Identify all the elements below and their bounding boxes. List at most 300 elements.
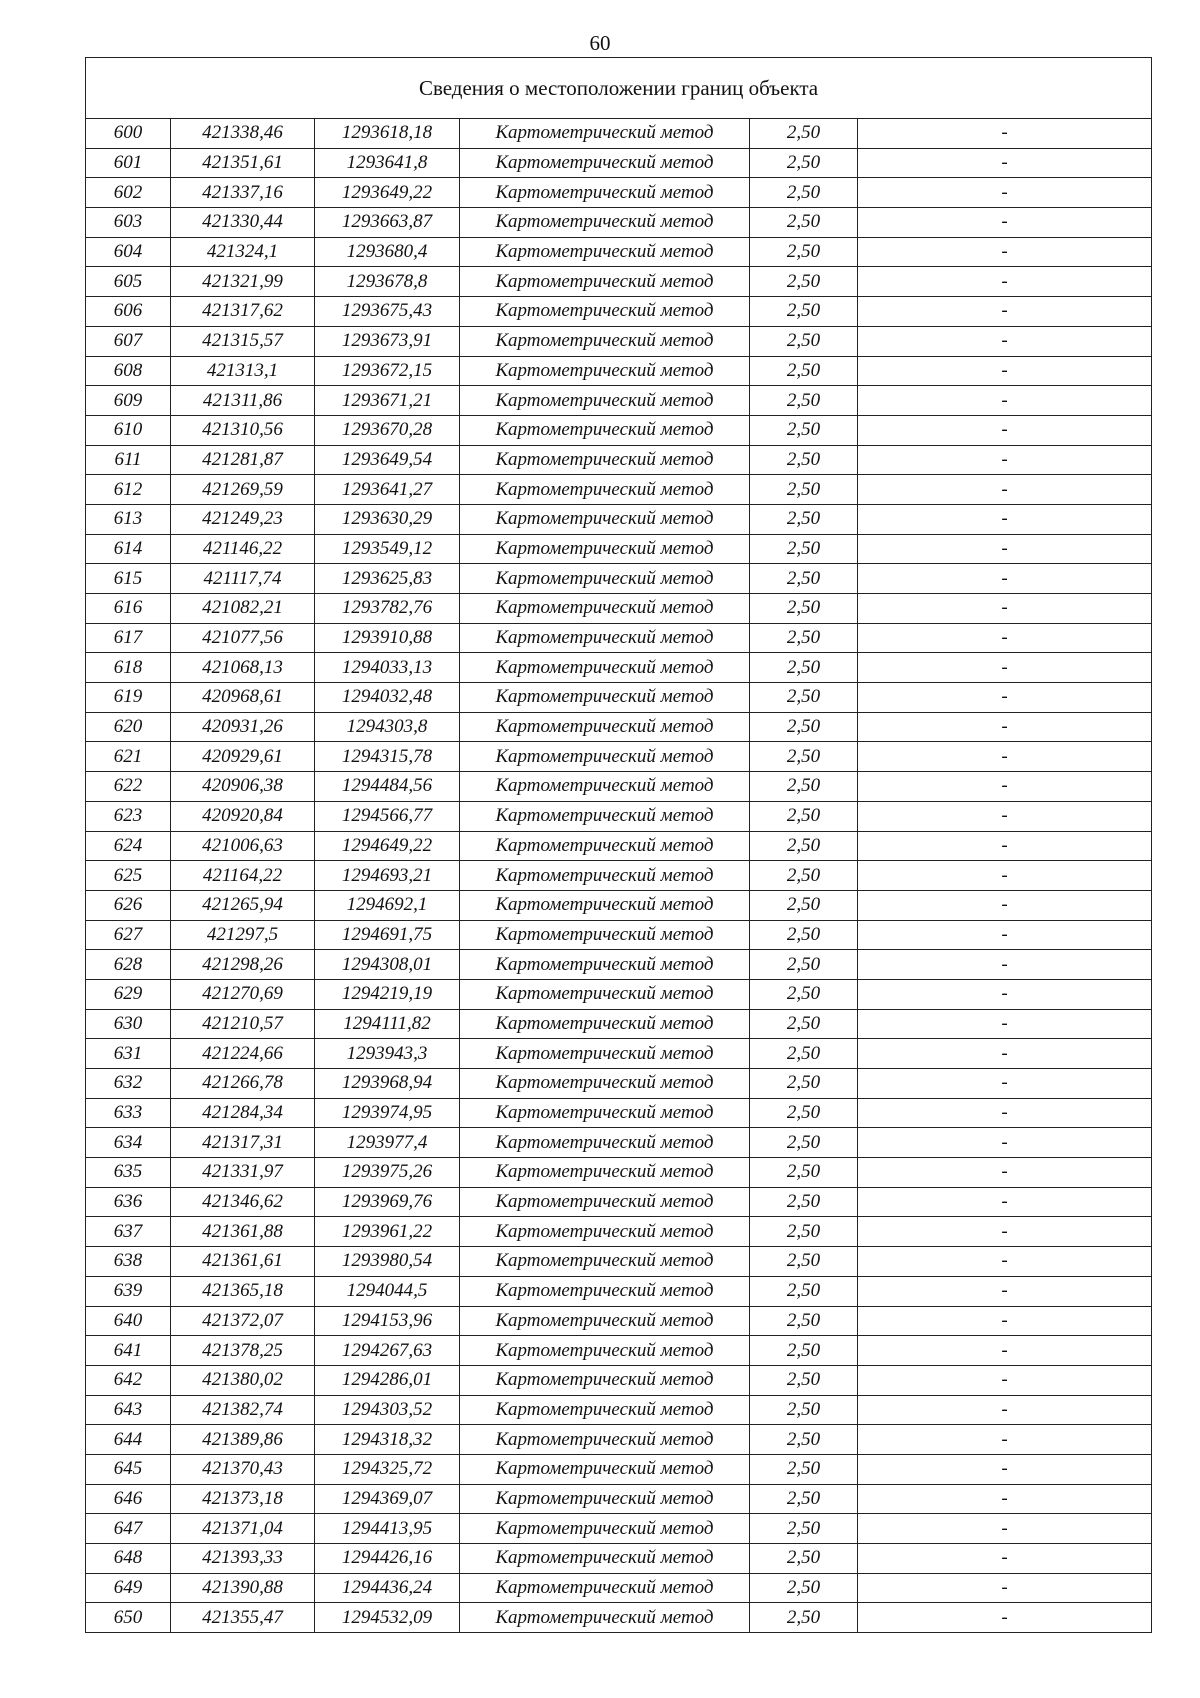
point-number-cell: 601 bbox=[86, 148, 171, 178]
table-row bbox=[86, 504, 1152, 534]
note-cell: - bbox=[858, 119, 1152, 149]
table-row bbox=[86, 1039, 1152, 1069]
point-number-cell: 645 bbox=[86, 1454, 171, 1484]
coordinate-y-cell: 1293663,87 bbox=[315, 208, 460, 238]
coordinate-x-cell: 421330,44 bbox=[171, 208, 315, 238]
table-row bbox=[86, 178, 1152, 208]
accuracy-cell: 2,50 bbox=[750, 326, 858, 356]
method-cell: Картометрический метод bbox=[460, 801, 750, 831]
table-row bbox=[86, 237, 1152, 267]
point-number-cell: 609 bbox=[86, 386, 171, 416]
coordinate-x-cell: 421284,34 bbox=[171, 1098, 315, 1128]
coordinate-x-cell: 421298,26 bbox=[171, 950, 315, 980]
accuracy-cell: 2,50 bbox=[750, 1217, 858, 1247]
point-number-cell: 641 bbox=[86, 1336, 171, 1366]
coordinate-y-cell: 1294693,21 bbox=[315, 861, 460, 891]
note-cell: - bbox=[858, 564, 1152, 594]
method-cell: Картометрический метод bbox=[460, 1247, 750, 1277]
coordinate-y-cell: 1294318,32 bbox=[315, 1425, 460, 1455]
accuracy-cell: 2,50 bbox=[750, 712, 858, 742]
point-number-cell: 604 bbox=[86, 237, 171, 267]
coordinate-y-cell: 1294325,72 bbox=[315, 1454, 460, 1484]
accuracy-cell: 2,50 bbox=[750, 1514, 858, 1544]
coordinate-y-cell: 1294566,77 bbox=[315, 801, 460, 831]
accuracy-cell: 2,50 bbox=[750, 1276, 858, 1306]
note-cell: - bbox=[858, 297, 1152, 327]
coordinate-y-cell: 1293618,18 bbox=[315, 119, 460, 149]
point-number-cell: 635 bbox=[86, 1158, 171, 1188]
point-number-cell: 639 bbox=[86, 1276, 171, 1306]
accuracy-cell: 2,50 bbox=[750, 1336, 858, 1366]
method-cell: Картометрический метод bbox=[460, 920, 750, 950]
note-cell: - bbox=[858, 712, 1152, 742]
method-cell: Картометрический метод bbox=[460, 712, 750, 742]
accuracy-cell: 2,50 bbox=[750, 1306, 858, 1336]
point-number-cell: 603 bbox=[86, 208, 171, 238]
note-cell: - bbox=[858, 920, 1152, 950]
coordinate-y-cell: 1293672,15 bbox=[315, 356, 460, 386]
table-row bbox=[86, 1217, 1152, 1247]
table-row bbox=[86, 831, 1152, 861]
note-cell: - bbox=[858, 831, 1152, 861]
point-number-cell: 623 bbox=[86, 801, 171, 831]
coordinate-y-cell: 1294532,09 bbox=[315, 1603, 460, 1633]
coordinate-x-cell: 421281,87 bbox=[171, 445, 315, 475]
method-cell: Картометрический метод bbox=[460, 356, 750, 386]
accuracy-cell: 2,50 bbox=[750, 267, 858, 297]
coordinate-x-cell: 421077,56 bbox=[171, 623, 315, 653]
coordinate-x-cell: 421311,86 bbox=[171, 386, 315, 416]
method-cell: Картометрический метод bbox=[460, 297, 750, 327]
table-row bbox=[86, 267, 1152, 297]
coordinate-x-cell: 421310,56 bbox=[171, 415, 315, 445]
note-cell: - bbox=[858, 1187, 1152, 1217]
coordinate-x-cell: 421164,22 bbox=[171, 861, 315, 891]
note-cell: - bbox=[858, 1395, 1152, 1425]
note-cell: - bbox=[858, 1098, 1152, 1128]
accuracy-cell: 2,50 bbox=[750, 1158, 858, 1188]
point-number-cell: 649 bbox=[86, 1573, 171, 1603]
coordinate-y-cell: 1294153,96 bbox=[315, 1306, 460, 1336]
point-number-cell: 622 bbox=[86, 772, 171, 802]
note-cell: - bbox=[858, 890, 1152, 920]
method-cell: Картометрический метод bbox=[460, 504, 750, 534]
note-cell: - bbox=[858, 1069, 1152, 1099]
point-number-cell: 630 bbox=[86, 1009, 171, 1039]
table-row bbox=[86, 148, 1152, 178]
coordinate-y-cell: 1293974,95 bbox=[315, 1098, 460, 1128]
table-row bbox=[86, 801, 1152, 831]
table-row bbox=[86, 1306, 1152, 1336]
coordinate-x-cell: 421337,16 bbox=[171, 178, 315, 208]
method-cell: Картометрический метод bbox=[460, 1603, 750, 1633]
method-cell: Картометрический метод bbox=[460, 623, 750, 653]
accuracy-cell: 2,50 bbox=[750, 920, 858, 950]
coordinate-x-cell: 421068,13 bbox=[171, 653, 315, 683]
accuracy-cell: 2,50 bbox=[750, 534, 858, 564]
coordinate-x-cell: 421378,25 bbox=[171, 1336, 315, 1366]
note-cell: - bbox=[858, 1247, 1152, 1277]
point-number-cell: 646 bbox=[86, 1484, 171, 1514]
coordinate-x-cell: 421324,1 bbox=[171, 237, 315, 267]
point-number-cell: 616 bbox=[86, 594, 171, 624]
point-number-cell: 626 bbox=[86, 890, 171, 920]
coordinate-y-cell: 1293943,3 bbox=[315, 1039, 460, 1069]
coordinate-x-cell: 421146,22 bbox=[171, 534, 315, 564]
point-number-cell: 625 bbox=[86, 861, 171, 891]
accuracy-cell: 2,50 bbox=[750, 1009, 858, 1039]
method-cell: Картометрический метод bbox=[460, 475, 750, 505]
note-cell: - bbox=[858, 1009, 1152, 1039]
method-cell: Картометрический метод bbox=[460, 1573, 750, 1603]
point-number-cell: 600 bbox=[86, 119, 171, 149]
point-number-cell: 650 bbox=[86, 1603, 171, 1633]
coordinate-x-cell: 421006,63 bbox=[171, 831, 315, 861]
method-cell: Картометрический метод bbox=[460, 445, 750, 475]
coordinate-y-cell: 1294484,56 bbox=[315, 772, 460, 802]
table-title: Сведения о местоположении границ объекта bbox=[86, 58, 1152, 119]
table-row bbox=[86, 712, 1152, 742]
coordinate-x-cell: 421370,43 bbox=[171, 1454, 315, 1484]
point-number-cell: 607 bbox=[86, 326, 171, 356]
method-cell: Картометрический метод bbox=[460, 386, 750, 416]
accuracy-cell: 2,50 bbox=[750, 1454, 858, 1484]
coordinate-y-cell: 1293782,76 bbox=[315, 594, 460, 624]
table-row bbox=[86, 475, 1152, 505]
table-body bbox=[86, 119, 1152, 1633]
boundary-coordinates-table bbox=[85, 57, 1152, 1633]
coordinate-x-cell: 421338,46 bbox=[171, 119, 315, 149]
note-cell: - bbox=[858, 1128, 1152, 1158]
method-cell: Картометрический метод bbox=[460, 1276, 750, 1306]
accuracy-cell: 2,50 bbox=[750, 237, 858, 267]
note-cell: - bbox=[858, 1514, 1152, 1544]
table-row bbox=[86, 772, 1152, 802]
coordinate-x-cell: 420968,61 bbox=[171, 683, 315, 713]
accuracy-cell: 2,50 bbox=[750, 742, 858, 772]
note-cell: - bbox=[858, 1573, 1152, 1603]
coordinate-x-cell: 421365,18 bbox=[171, 1276, 315, 1306]
table-row bbox=[86, 1544, 1152, 1574]
coordinate-y-cell: 1293910,88 bbox=[315, 623, 460, 653]
note-cell: - bbox=[858, 534, 1152, 564]
table-title-row bbox=[86, 58, 1152, 119]
accuracy-cell: 2,50 bbox=[750, 1039, 858, 1069]
method-cell: Картометрический метод bbox=[460, 415, 750, 445]
coordinate-x-cell: 421270,69 bbox=[171, 979, 315, 1009]
point-number-cell: 602 bbox=[86, 178, 171, 208]
table-row bbox=[86, 1395, 1152, 1425]
method-cell: Картометрический метод bbox=[460, 1128, 750, 1158]
point-number-cell: 638 bbox=[86, 1247, 171, 1277]
coordinate-y-cell: 1293673,91 bbox=[315, 326, 460, 356]
coordinate-x-cell: 421389,86 bbox=[171, 1425, 315, 1455]
table-row bbox=[86, 1098, 1152, 1128]
table-row bbox=[86, 386, 1152, 416]
coordinate-y-cell: 1294692,1 bbox=[315, 890, 460, 920]
accuracy-cell: 2,50 bbox=[750, 386, 858, 416]
note-cell: - bbox=[858, 623, 1152, 653]
coordinate-y-cell: 1294219,19 bbox=[315, 979, 460, 1009]
accuracy-cell: 2,50 bbox=[750, 415, 858, 445]
method-cell: Картометрический метод bbox=[460, 1009, 750, 1039]
note-cell: - bbox=[858, 772, 1152, 802]
table-row bbox=[86, 1484, 1152, 1514]
method-cell: Картометрический метод bbox=[460, 950, 750, 980]
coordinate-x-cell: 421380,02 bbox=[171, 1365, 315, 1395]
accuracy-cell: 2,50 bbox=[750, 1544, 858, 1574]
coordinate-y-cell: 1293630,29 bbox=[315, 504, 460, 534]
coordinate-y-cell: 1293977,4 bbox=[315, 1128, 460, 1158]
accuracy-cell: 2,50 bbox=[750, 208, 858, 238]
coordinate-y-cell: 1293671,21 bbox=[315, 386, 460, 416]
table-row bbox=[86, 1365, 1152, 1395]
point-number-cell: 640 bbox=[86, 1306, 171, 1336]
table-row bbox=[86, 1247, 1152, 1277]
point-number-cell: 605 bbox=[86, 267, 171, 297]
accuracy-cell: 2,50 bbox=[750, 772, 858, 802]
point-number-cell: 634 bbox=[86, 1128, 171, 1158]
coordinate-y-cell: 1294369,07 bbox=[315, 1484, 460, 1514]
table-row bbox=[86, 119, 1152, 149]
method-cell: Картометрический метод bbox=[460, 653, 750, 683]
coordinate-x-cell: 421372,07 bbox=[171, 1306, 315, 1336]
method-cell: Картометрический метод bbox=[460, 1039, 750, 1069]
point-number-cell: 636 bbox=[86, 1187, 171, 1217]
coordinate-y-cell: 1294286,01 bbox=[315, 1365, 460, 1395]
accuracy-cell: 2,50 bbox=[750, 1247, 858, 1277]
note-cell: - bbox=[858, 148, 1152, 178]
point-number-cell: 624 bbox=[86, 831, 171, 861]
accuracy-cell: 2,50 bbox=[750, 504, 858, 534]
method-cell: Картометрический метод bbox=[460, 1098, 750, 1128]
point-number-cell: 627 bbox=[86, 920, 171, 950]
method-cell: Картометрический метод bbox=[460, 564, 750, 594]
coordinate-y-cell: 1293641,27 bbox=[315, 475, 460, 505]
point-number-cell: 619 bbox=[86, 683, 171, 713]
coordinate-y-cell: 1293649,22 bbox=[315, 178, 460, 208]
table-row bbox=[86, 1128, 1152, 1158]
note-cell: - bbox=[858, 594, 1152, 624]
note-cell: - bbox=[858, 1484, 1152, 1514]
point-number-cell: 643 bbox=[86, 1395, 171, 1425]
accuracy-cell: 2,50 bbox=[750, 445, 858, 475]
method-cell: Картометрический метод bbox=[460, 1544, 750, 1574]
point-number-cell: 615 bbox=[86, 564, 171, 594]
table-row bbox=[86, 653, 1152, 683]
table-row bbox=[86, 564, 1152, 594]
note-cell: - bbox=[858, 861, 1152, 891]
note-cell: - bbox=[858, 1544, 1152, 1574]
note-cell: - bbox=[858, 415, 1152, 445]
note-cell: - bbox=[858, 1276, 1152, 1306]
table-row bbox=[86, 1573, 1152, 1603]
method-cell: Картометрический метод bbox=[460, 742, 750, 772]
coordinate-y-cell: 1293641,8 bbox=[315, 148, 460, 178]
accuracy-cell: 2,50 bbox=[750, 1098, 858, 1128]
coordinate-y-cell: 1294308,01 bbox=[315, 950, 460, 980]
method-cell: Картометрический метод bbox=[460, 326, 750, 356]
method-cell: Картометрический метод bbox=[460, 1336, 750, 1366]
point-number-cell: 620 bbox=[86, 712, 171, 742]
accuracy-cell: 2,50 bbox=[750, 1484, 858, 1514]
point-number-cell: 617 bbox=[86, 623, 171, 653]
coordinate-y-cell: 1294413,95 bbox=[315, 1514, 460, 1544]
coordinate-x-cell: 420920,84 bbox=[171, 801, 315, 831]
coordinate-y-cell: 1294426,16 bbox=[315, 1544, 460, 1574]
accuracy-cell: 2,50 bbox=[750, 831, 858, 861]
coordinate-x-cell: 421269,59 bbox=[171, 475, 315, 505]
note-cell: - bbox=[858, 1336, 1152, 1366]
coordinate-x-cell: 421082,21 bbox=[171, 594, 315, 624]
coordinate-x-cell: 421321,99 bbox=[171, 267, 315, 297]
method-cell: Картометрический метод bbox=[460, 772, 750, 802]
note-cell: - bbox=[858, 504, 1152, 534]
accuracy-cell: 2,50 bbox=[750, 594, 858, 624]
point-number-cell: 647 bbox=[86, 1514, 171, 1544]
method-cell: Картометрический метод bbox=[460, 534, 750, 564]
point-number-cell: 637 bbox=[86, 1217, 171, 1247]
coordinate-x-cell: 421266,78 bbox=[171, 1069, 315, 1099]
point-number-cell: 633 bbox=[86, 1098, 171, 1128]
table-row bbox=[86, 445, 1152, 475]
point-number-cell: 614 bbox=[86, 534, 171, 564]
note-cell: - bbox=[858, 1425, 1152, 1455]
accuracy-cell: 2,50 bbox=[750, 1395, 858, 1425]
table-row bbox=[86, 1603, 1152, 1633]
coordinate-y-cell: 1294303,52 bbox=[315, 1395, 460, 1425]
table-row bbox=[86, 297, 1152, 327]
table-row bbox=[86, 326, 1152, 356]
coordinate-y-cell: 1293680,4 bbox=[315, 237, 460, 267]
note-cell: - bbox=[858, 1306, 1152, 1336]
method-cell: Картометрический метод bbox=[460, 178, 750, 208]
table-row bbox=[86, 1514, 1152, 1544]
note-cell: - bbox=[858, 178, 1152, 208]
coordinate-y-cell: 1294303,8 bbox=[315, 712, 460, 742]
note-cell: - bbox=[858, 208, 1152, 238]
note-cell: - bbox=[858, 1217, 1152, 1247]
method-cell: Картометрический метод bbox=[460, 1514, 750, 1544]
point-number-cell: 612 bbox=[86, 475, 171, 505]
table-row bbox=[86, 1069, 1152, 1099]
method-cell: Картометрический метод bbox=[460, 594, 750, 624]
note-cell: - bbox=[858, 1158, 1152, 1188]
point-number-cell: 648 bbox=[86, 1544, 171, 1574]
method-cell: Картометрический метод bbox=[460, 831, 750, 861]
table-row bbox=[86, 534, 1152, 564]
table-row bbox=[86, 1425, 1152, 1455]
note-cell: - bbox=[858, 683, 1152, 713]
accuracy-cell: 2,50 bbox=[750, 119, 858, 149]
note-cell: - bbox=[858, 356, 1152, 386]
coordinate-y-cell: 1293670,28 bbox=[315, 415, 460, 445]
note-cell: - bbox=[858, 1365, 1152, 1395]
coordinate-x-cell: 421371,04 bbox=[171, 1514, 315, 1544]
accuracy-cell: 2,50 bbox=[750, 1573, 858, 1603]
method-cell: Картометрический метод bbox=[460, 1395, 750, 1425]
table-row bbox=[86, 950, 1152, 980]
point-number-cell: 610 bbox=[86, 415, 171, 445]
method-cell: Картометрический метод bbox=[460, 890, 750, 920]
accuracy-cell: 2,50 bbox=[750, 950, 858, 980]
accuracy-cell: 2,50 bbox=[750, 653, 858, 683]
coordinate-y-cell: 1294315,78 bbox=[315, 742, 460, 772]
method-cell: Картометрический метод bbox=[460, 861, 750, 891]
table-row bbox=[86, 623, 1152, 653]
coordinate-x-cell: 421331,97 bbox=[171, 1158, 315, 1188]
method-cell: Картометрический метод bbox=[460, 1187, 750, 1217]
coordinate-x-cell: 421313,1 bbox=[171, 356, 315, 386]
method-cell: Картометрический метод bbox=[460, 1217, 750, 1247]
table-row bbox=[86, 208, 1152, 238]
coordinate-y-cell: 1294436,24 bbox=[315, 1573, 460, 1603]
note-cell: - bbox=[858, 267, 1152, 297]
method-cell: Картометрический метод bbox=[460, 208, 750, 238]
coordinate-y-cell: 1293961,22 bbox=[315, 1217, 460, 1247]
coordinate-x-cell: 421317,62 bbox=[171, 297, 315, 327]
coordinate-y-cell: 1293968,94 bbox=[315, 1069, 460, 1099]
method-cell: Картометрический метод bbox=[460, 1454, 750, 1484]
table-row bbox=[86, 1276, 1152, 1306]
coordinate-y-cell: 1294032,48 bbox=[315, 683, 460, 713]
coordinate-y-cell: 1293678,8 bbox=[315, 267, 460, 297]
coordinate-x-cell: 421265,94 bbox=[171, 890, 315, 920]
coordinate-y-cell: 1293625,83 bbox=[315, 564, 460, 594]
table-row bbox=[86, 1336, 1152, 1366]
method-cell: Картометрический метод bbox=[460, 148, 750, 178]
point-number-cell: 642 bbox=[86, 1365, 171, 1395]
point-number-cell: 631 bbox=[86, 1039, 171, 1069]
coordinate-y-cell: 1293980,54 bbox=[315, 1247, 460, 1277]
note-cell: - bbox=[858, 950, 1152, 980]
accuracy-cell: 2,50 bbox=[750, 861, 858, 891]
accuracy-cell: 2,50 bbox=[750, 1365, 858, 1395]
table-row bbox=[86, 1454, 1152, 1484]
coordinate-x-cell: 421210,57 bbox=[171, 1009, 315, 1039]
point-number-cell: 606 bbox=[86, 297, 171, 327]
point-number-cell: 628 bbox=[86, 950, 171, 980]
table-row bbox=[86, 1187, 1152, 1217]
point-number-cell: 611 bbox=[86, 445, 171, 475]
accuracy-cell: 2,50 bbox=[750, 1425, 858, 1455]
coordinate-y-cell: 1294267,63 bbox=[315, 1336, 460, 1366]
method-cell: Картометрический метод bbox=[460, 1484, 750, 1514]
table-row bbox=[86, 979, 1152, 1009]
coordinate-x-cell: 421224,66 bbox=[171, 1039, 315, 1069]
coordinate-x-cell: 421297,5 bbox=[171, 920, 315, 950]
accuracy-cell: 2,50 bbox=[750, 148, 858, 178]
table-row bbox=[86, 356, 1152, 386]
accuracy-cell: 2,50 bbox=[750, 890, 858, 920]
coordinate-x-cell: 420906,38 bbox=[171, 772, 315, 802]
note-cell: - bbox=[858, 326, 1152, 356]
coordinate-x-cell: 420931,26 bbox=[171, 712, 315, 742]
note-cell: - bbox=[858, 742, 1152, 772]
coordinate-x-cell: 421393,33 bbox=[171, 1544, 315, 1574]
table-row bbox=[86, 861, 1152, 891]
accuracy-cell: 2,50 bbox=[750, 475, 858, 505]
coordinate-y-cell: 1294111,82 bbox=[315, 1009, 460, 1039]
accuracy-cell: 2,50 bbox=[750, 1603, 858, 1633]
method-cell: Картометрический метод bbox=[460, 1365, 750, 1395]
accuracy-cell: 2,50 bbox=[750, 1187, 858, 1217]
coordinate-x-cell: 421382,74 bbox=[171, 1395, 315, 1425]
accuracy-cell: 2,50 bbox=[750, 297, 858, 327]
note-cell: - bbox=[858, 237, 1152, 267]
table-row bbox=[86, 1158, 1152, 1188]
coordinate-x-cell: 421317,31 bbox=[171, 1128, 315, 1158]
